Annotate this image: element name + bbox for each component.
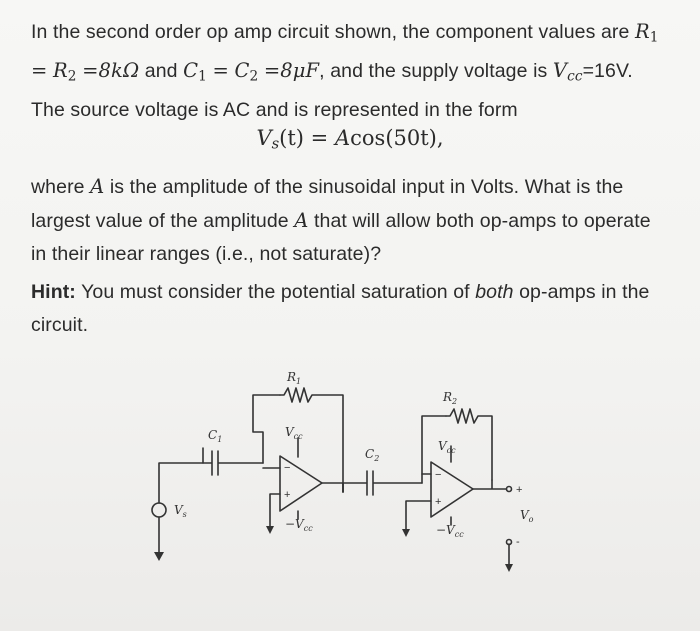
math-c1: $C_1$: [183, 59, 207, 85]
r1-label: $R_1$: [287, 370, 302, 386]
hint-text: Hint: You must consider the potential saturation of both op-amps in the circuit.: [31, 281, 650, 336]
op-amp-circuit-diagram: [140, 368, 550, 588]
math-c-value: =8μF: [263, 59, 320, 83]
source-label: $V_s$: [174, 503, 187, 519]
r2-label: $R_2$: [443, 390, 458, 406]
vcc-label-2: $V_{cc}$: [438, 439, 456, 455]
negative-vcc-label-2: $-V_{cc}$: [436, 523, 464, 539]
negative-vcc-label-1: $-V_{cc}$: [285, 517, 313, 533]
source-equation: $V_s(t) = Acos(50t)$,: [256, 126, 444, 153]
opamp1-plus-sign: +: [284, 489, 291, 501]
c2-label: $C_2$: [365, 447, 380, 463]
problem-question: where A is the amplitude of the sinusoidal input in Volts. What is the largest value of the amplitude A that will allow both op-amps to operate in their linear ranges (i.e., not saturate)?: [31, 175, 651, 265]
output-plus-sign: +: [516, 484, 523, 496]
output-voltage-label: $V_o$: [520, 508, 534, 524]
problem-intro: In the second order op amp circuit shown, the component values are $R_1 = R_2 =8k\Omega$ and $C_1 = C_2 =8\mu F$, and the supply voltage is $V_{cc}=16V$. The source voltage is AC and is represented in the form: [31, 20, 659, 121]
c1-label: $C_1$: [208, 428, 223, 444]
output-minus-sign: -: [516, 536, 520, 548]
math-r2: $R_2$: [52, 59, 77, 85]
voltage-source-icon: [152, 503, 166, 517]
vcc-value: =16V.: [582, 60, 633, 83]
vcc-label-1: $V_{cc}$: [285, 425, 303, 441]
hint-label: Hint:: [31, 281, 76, 303]
math-c2: $C_2$: [234, 59, 259, 85]
math-r1: $R_1$: [634, 20, 659, 46]
opamp1-minus-sign: −: [284, 462, 291, 474]
opamp2-minus-sign: −: [435, 469, 442, 481]
math-r-value: =8kΩ: [82, 59, 140, 83]
math-vcc: $V_{cc}$: [552, 59, 583, 85]
opamp2-plus-sign: +: [435, 496, 442, 508]
